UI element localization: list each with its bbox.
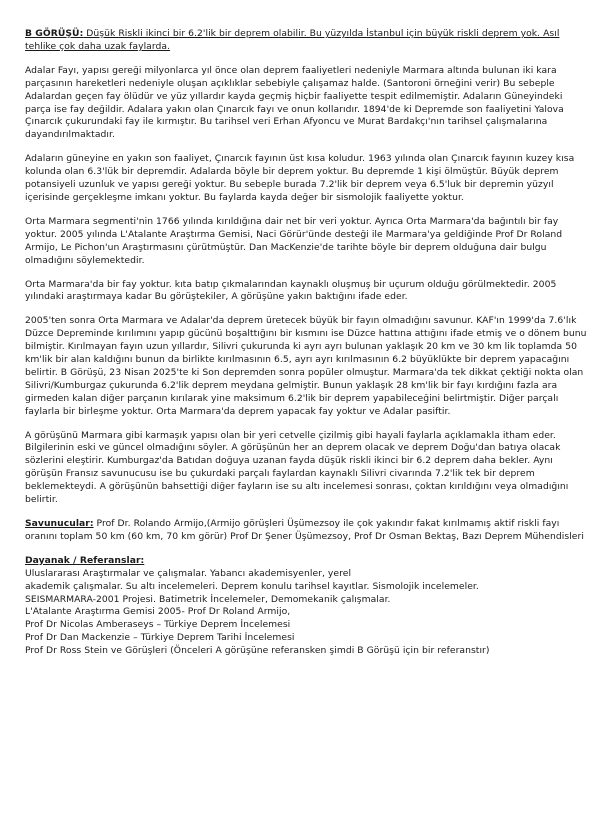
savunucular-text: Prof Dr. Rolando Armijo,(Armijo görüşleri Üşümezsoy ile çok yakındır fakat kırılmamış aktif riskli fayı oranını toplam 50 km (60 km, 70 km görür) Prof Dr Şener Üşümezsoy, Prof Dr Osman Bektaş, Bazı Deprem Mühendisleri <box>25 518 584 542</box>
dayanak-line: Prof Dr Nicolas Amberaseys – Türkiye Deprem İncelemesi <box>25 619 291 631</box>
savunucular-paragraph <box>25 518 590 544</box>
savunucular-label: Savunucular: <box>25 518 94 529</box>
dayanak-line: Prof Dr Ross Stein ve Görüşleri (Önceleri A görüşüne referansken şimdi B Görüşü için bir referanstır) <box>25 645 490 657</box>
intro-label: B GÖRÜŞÜ: <box>25 28 84 39</box>
paragraph-2005-sonrasi: 2005'ten sonra Orta Marmara ve Adalar'da deprem üretecek büyük bir fayın olmadığını savunur. KAF'ın 1999'da 7.6'lık Düzce Depreminde kırılımını yapıp gücünü boşalttığını bir kısmını ise Düzce hattına attığını ifade etmiş ve o dönem bunu bilmiştir. Kırılmayan fayın uzun yıllardır, Silivri çukurunda ki ayrı ayrı bulunan yaklaşık 20 km ve 30 km lik toplamda 50 km'lik bir alan kaldığını bunun da birlikte kırılmasının 6.5, ayrı ayrı kırılmasının 6.2 büyüklükte bir deprem yapacağını belirtir. B Görüşü, 23 Nisan 2025'te ki Son depremden sonra popüler olmuştur. Marmara'da tek dikkat çektiği nokta olan Silivri/Kumburgaz çukurunda 6.2'lik deprem meydana gelmiştir. Bunun yaklaşık 28 km'lik bir fayı kırdığını fazla ara girmeden kalan diğer parçanın kırılarak yine maksimum 6.2'lik bir deprem yapabileceğini belirtmiştir. Diğer parçalı faylarla bir birleşme yoktur. Orta Marmara'da deprem yapacak fay yoktur ve Adalar pasiftir. <box>25 315 587 417</box>
paragraph-orta-marmara-fay: Orta Marmara'da bir fay yoktur. kıta batıp çıkmalarından kaynaklı oluşmuş bir uçurum olduğu görülmektedir. 2005 yılındaki araştırmaya kadar Bu görüştekiler, A görüşüne yakın baktığını ifade eder. <box>25 278 557 303</box>
dayanak-line: akademik çalışmalar. Su altı incelemeleri. Deprem konulu tarihsel kayıtlar. Sismolojik incelemeler. <box>25 580 479 592</box>
paragraph-orta-marmara-segment: Orta Marmara segmenti'nin 1766 yılında kırıldığına dair net bir veri yoktur. Ayrıca Orta Marmara'da bağıntılı bir fay yoktur. 2005 yılında L'Atalante Araştırma Gemisi, Naci Görür'ünde desteği ile Marmara'ya geldiğinde Prof Dr Roland Armijo, Le Pichon'un Araştırmasını çürütmüştür. Dan MacKenzie'de tarihte böyle bir deprem olduğuna dair bulgu olmadığını söylemektedir. <box>25 215 563 266</box>
paragraph-a-gorusu-elestiri: A görüşünü Marmara gibi karmaşık yapısı olan bir yeri cetvelle çizilmiş gibi hayali faylarla açıklamakla itham eder. Bilgilerinin eski ve güncel olmadığını söyler. A görüşünün her an deprem olacak ve deprem Doğu'dan batıya olacak sözlerini eleştirir. Kumburgaz'da Batıdan doğuya uzanan fayda düşük riskli ikinci bir 6.2 deprem daha bekler. Aynı görüşün Fransız savunucusu ise bu çukurdaki parçalı faylardan kaynaklı Silivri civarında 7.2'lik tek bir deprem beklemekteydi. A görüşünün bahsettiği diğer fayların ise su altı incelemesi sonrası, çoktan kırıldığını veya olmadığını belirtir. <box>25 429 569 506</box>
intro-paragraph <box>25 28 590 54</box>
paragraph-cinarcik: Adaların güneyine en yakın son faaliyet, Çınarcık fayının üst kısa koludur. 1963 yılında olan Çınarcık fayının kuzey kısa kolunda olan 6.3'lük bir depremdir. Adalarda böyle bir deprem yoktur. Bu depremde 1 kişi ölmüştür. Büyük deprem potansiyeli uzunluk ve yapısı gereği yoktur. Bu sebeple burada 7.2'lik bir deprem veya 6.5'luk bir depremin yüzyıl içerisinde gerçekleşme imkanı yoktur. Bu faylarda kayda değer bir sismolojik faaliyette yoktur. <box>25 153 575 203</box>
dayanak-line: L'Atalante Araştırma Gemisi 2005- Prof Dr Roland Armijo, <box>25 606 291 618</box>
dayanak-line: SEISMARMARA-2001 Projesi. Batimetrik İncelemeler, Demomekanik çalışmalar. <box>25 593 391 605</box>
paragraph-adalar-fayi: Adalar Fayı, yapısı gereği milyonlarca yıl önce olan deprem faaliyetleri nedeniyle Marmara altında bulunan iki kara parçasının hareketleri nedeniyle oluşan açıklıklar sebebiyle çalışamaz halde. (Santoroni örneğini verir) Bu sebeple Adalardan geçen fay ölüdür ve yüz yıllardır kayda geçmiş hiçbir faaliyette tespit edilmemiştir. Adaların Güneyindeki parça ise fay değildir. Adalara yakın olan Çınarcık fayı ve onun kollarıdır. 1894'de ki Depremde son faaliyetini Yalova Çınarcık çukurundaki fay ile kırmıştır. Bu tarihsel veri Erhan Afyoncu ve Murat Bardakçı'nın tarihsel çalışmalarına dayandırılmaktadır. <box>25 64 564 141</box>
dayanak-line <box>25 555 590 581</box>
dayanak-line: Prof Dr Dan Mackenzie – Türkiye Deprem Tarihi İncelemesi <box>25 632 295 644</box>
dayanak-line-text: Uluslararası Araştırmalar ve çalışmalar. Yabancı akademisyenler, yerel <box>25 567 352 579</box>
dayanak-label: Dayanak / Referanslar: <box>25 554 145 566</box>
dayanak-section <box>25 555 590 658</box>
intro-text: Düşük Riskli ikinci bir 6.2'lik bir deprem olabilir. Bu yüzyılda İstanbul için büyük riskli deprem yok. Asıl tehlike çok daha uzak faylarda. <box>25 28 560 52</box>
